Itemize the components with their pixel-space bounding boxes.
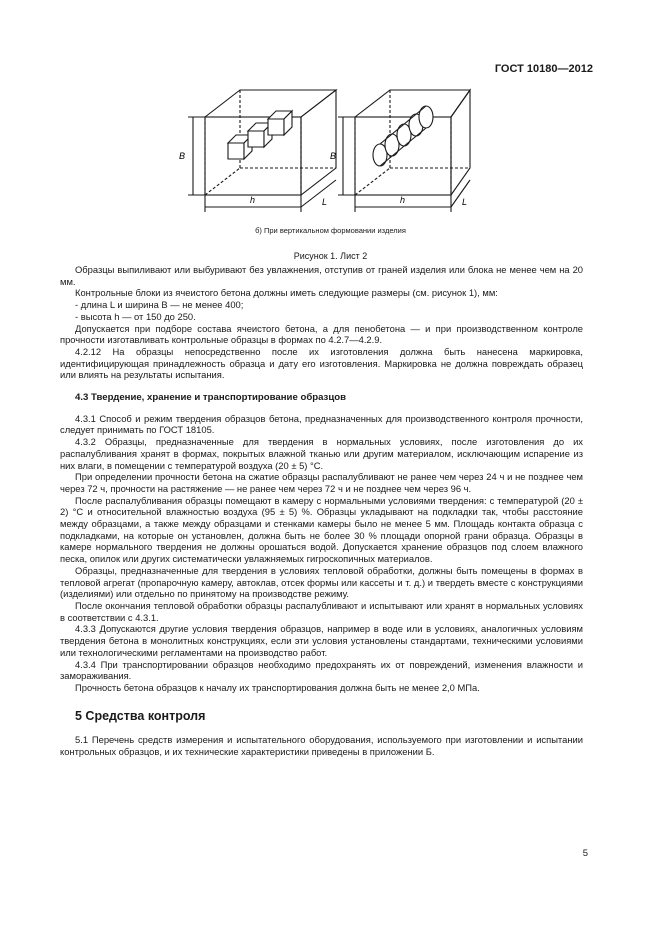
section-heading-4-3: 4.3 Твердение, хранение и транспортирование образцов	[75, 392, 346, 404]
paragraph: После распалубливания образцы помещают в камеру с нормальными условиями твердения: с температурой (20 ± 2) °С и относительной влажностью воздуха (95 ± 5) %. Образцы укладывают на подкладки так, чтобы расстояние между образцами, а также между образцами и стенками камеры было не менее 5 мм. Площадь контакта образца с подкладками, на которые он установлен, должна быть не более 30 % площади опорной грани образца. Образцы в камере нормального твердения не должны орошаться водой. Допускается хранение образцов под слоем влажного песка, опилок или других систематически увлажняемых гигроскопичных материалов.	[60, 494, 583, 565]
paragraph: 4.3.1 Способ и режим твердения образцов бетона, предназначенных для производственного контроля прочности, следует принимать по ГОСТ 18105.	[60, 412, 583, 436]
paragraph: При определении прочности бетона на сжатие образцы распалубливают не ранее чем через 24 ч и не позднее чем через 72 ч, прочности на растяжение — не ранее чем через 72 ч и не позднее чем через 96 ч.	[60, 471, 583, 494]
paragraph: После окончания тепловой обработки образцы распалубливают и испытывают или хранят в нормальных условиях в соответствии с 4.3.1.	[60, 599, 583, 623]
right-concrete-block	[338, 90, 470, 212]
cylinder-specimens	[373, 106, 433, 166]
paragraph: 4.3.3 Допускаются другие условия твердения образцов, например в воде или в условиях, аналогичных условиям твердения бетона в монолитных конструкциях, если эти условия установлены стандартами, техническими условиями или технологическими регламентами на производство работ.	[60, 623, 583, 658]
paragraph: 4.2.12 На образцы непосредственно после их изготовления должна быть нанесена маркировка, идентифицирующая принадлежность образца и дату его изготовления. Маркировка не должна повреждать образец или влиять на результаты испытания.	[60, 345, 583, 381]
dim-label-l-left: L	[322, 197, 328, 207]
dim-label-b-left: B	[179, 151, 186, 161]
document-body	[60, 264, 583, 758]
paragraph: Прочность бетона образцов к началу их транспортирования должна быть не менее 2,0 МПа.	[75, 681, 480, 693]
section-heading-5: 5 Средства контроля	[75, 708, 206, 723]
document-code: ГОСТ 10180—2012	[494, 63, 593, 75]
block-specimen-figure	[150, 85, 480, 225]
paragraph: 4.3.4 При транспортировании образцов необходимо предохранять их от повреждений, изменения влажности и замораживания.	[60, 658, 583, 682]
dim-label-b-right: B	[330, 151, 337, 161]
paragraph: Образцы выпиливают или выбуривают без увлажнения, отступив от граней изделия или блока не менее чем на 20 мм.	[60, 264, 583, 287]
dim-label-h-right: h	[400, 195, 406, 205]
page-number: 5	[582, 848, 588, 859]
paragraph: Контрольные блоки из ячеистого бетона должны иметь следующие размеры (см. рисунок 1), мм:	[75, 287, 498, 299]
figure-caption: Рисунок 1. Лист 2	[293, 251, 368, 261]
paragraph: 5.1 Перечень средств измерения и испытательного оборудования, используемого при изготовлении и испытании контрольных образцов, и их технические характеристики приведены в приложении Б.	[60, 734, 583, 758]
dim-label-h-left: h	[250, 195, 256, 205]
figure-subcaption: б) При вертикальном формовании изделия	[255, 226, 406, 235]
list-item: - высота h — от 150 до 250.	[75, 310, 196, 322]
left-concrete-block	[188, 90, 336, 212]
dim-label-l-right: L	[462, 197, 468, 207]
paragraph: 4.3.2 Образцы, предназначенные для твердения в нормальных условиях, после изготовления до их распалубливания хранят в формах, покрытых влажной тканью или другим материалом, исключающим испарение из них влаги, в помещении с температурой воздуха (20 ± 5) °С.	[60, 436, 583, 471]
list-item: - длина L и ширина B — не менее 400;	[75, 299, 244, 311]
paragraph: Допускается при подборе состава ячеистого бетона, а для пенобетона — и при производственном контроле прочности изготавливать контрольные образцы в формах по 4.2.7—4.2.9.	[60, 322, 583, 346]
cube-specimens	[228, 111, 292, 159]
paragraph: Образцы, предназначенные для твердения в условиях тепловой обработки, должны быть помещены в формах в тепловой агрегат (пропарочную камеру, автоклав, отсек формы или кассеты и т. д.) и твердеть вместе с конструкциями (изделиями) или отдельно по принятому на производстве режиму.	[60, 564, 583, 600]
